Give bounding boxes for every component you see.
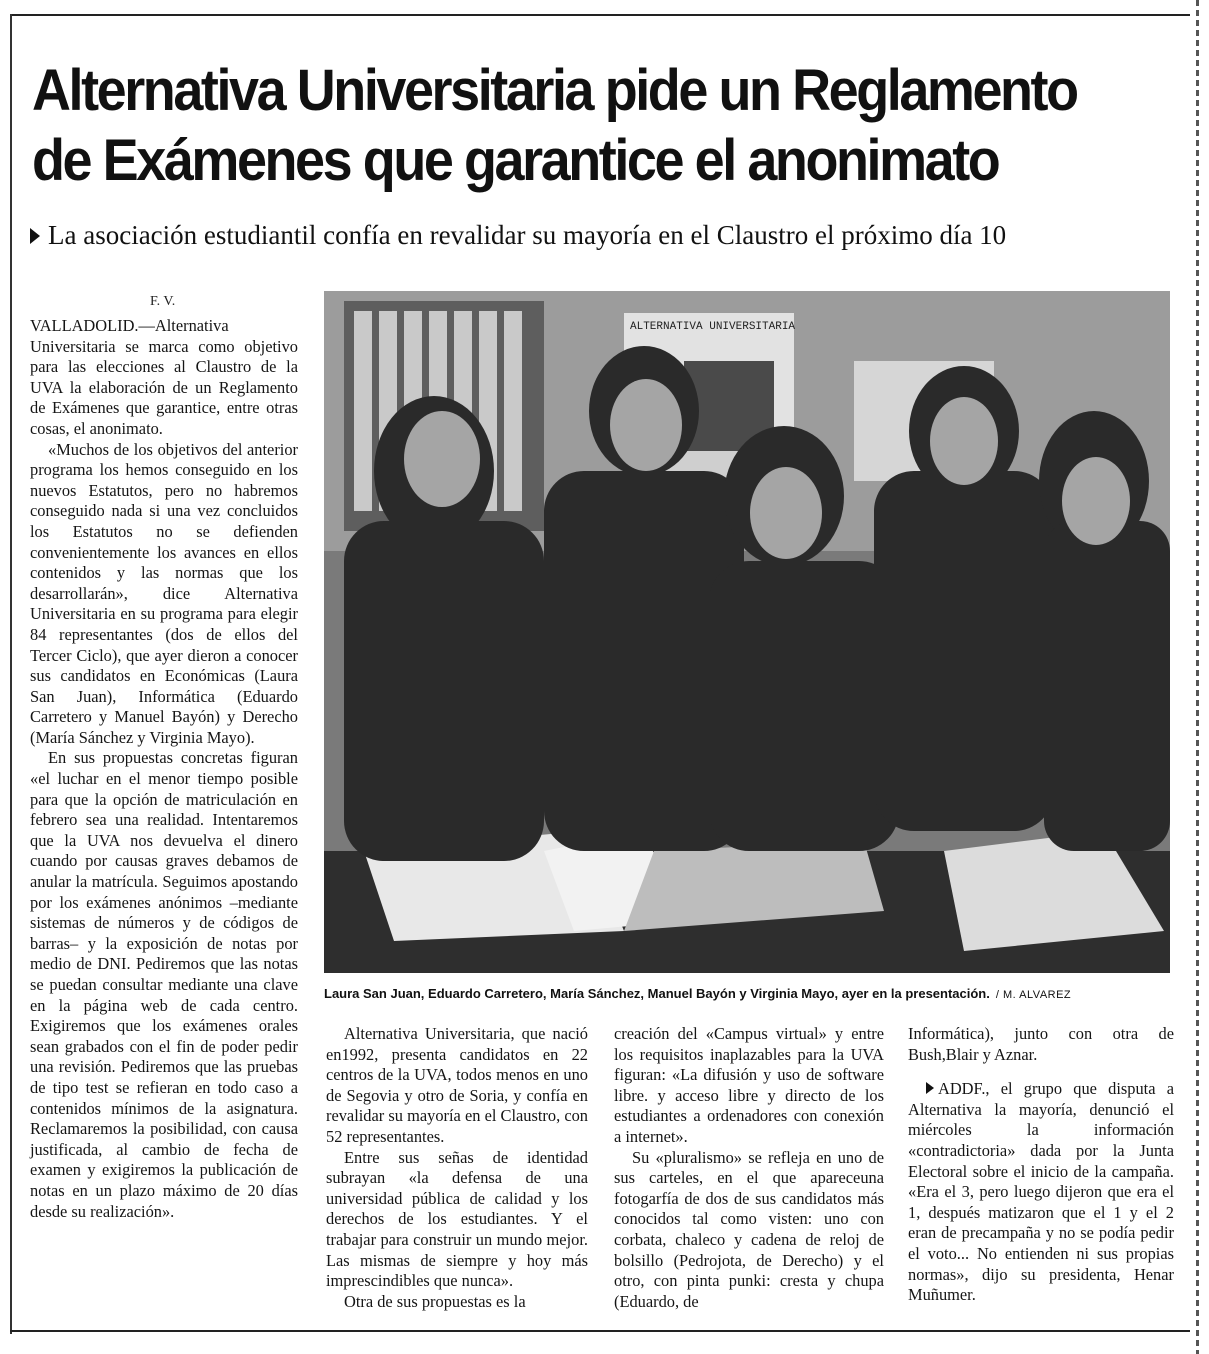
headline-line-2: de Exámenes que garantice el anonimato — [32, 128, 999, 193]
headline-line-1: Alternativa Universitaria pide un Reglamento — [32, 58, 1077, 123]
headline — [32, 56, 1102, 196]
paragraph — [908, 1079, 1174, 1306]
page-border-bottom — [10, 1330, 1190, 1332]
page-border-top — [10, 14, 1190, 16]
page-border-left — [10, 14, 12, 1334]
byline: F. V. — [150, 294, 176, 309]
group-photo — [324, 291, 1170, 973]
paragraph: «Muchos de los objetivos del anterior programa los hemos conseguido en los nuevos Estatutos, pero no habremos conseguido nada si una vez concluidos los Estatutos no se defienden convenientemente los avances en ellos contenidos y las normas que los desarrollarán», dice Alternativa Universitaria en su programa para elegir 84 representantes (dos de ellos del Tercer Ciclo), que ayer dieron a conocer sus candidatos en Económicas (Laura San Juan), Informática (Eduardo Carretero y Manuel Bayón) y Derecho (María Sánchez y Virginia Mayo). — [30, 439, 298, 747]
paragraph: Alternativa Universitaria, que nació en1992, presenta candidatos en 22 centros de la UVA, todos menos en uno de Segovia y otro de Soria, y confía en revalidar su mayoría en el Claustro, con 52 representantes. — [326, 1024, 588, 1146]
poster-text: ALTERNATIVA UNIVERSITARIA — [630, 321, 796, 333]
paragraph-text: ADDF., el grupo que disputa a Alternativa la mayoría, denunció el miércoles la información «contradictoria» dada por la Junta Electoral sobre el inicio de la campaña. «Era el 3, pero luego dijeron que era el 1, después matizaron que el 1 y el 2 eran de precampaña y no se podía pedir el voto... No entienden ni sus propias normas», dijo su presidenta, Henar Muñumer. — [908, 1079, 1174, 1305]
paragraph: VALLADOLID.—Alternativa Universitaria se marca como objetivo para las elecciones al Claustro de la UVA la elaboración de un Reglamento de Exámenes que garantice, entre otras cosas, el anonimato. — [30, 316, 298, 438]
triangle-bullet-icon — [30, 228, 40, 244]
subtitle — [30, 218, 1180, 252]
paragraph: Otra de sus propuestas es la — [344, 1291, 526, 1311]
photo-caption — [324, 986, 1184, 1001]
paragraph: En sus propuestas concretas figuran «el luchar en el menor tiempo posible para que la opción de matriculación en febrero sea una realidad. Intentaremos que la UVA nos devuelva el dinero cuando por causas graves debamos de anular la matrícula. Seguimos apostando por los exámenes anónimos –mediante sistemas de números y de códigos de barras– y la exposición de notas por medio de DNI. Pediremos que las notas se puedan consultar mediante una clave en la página web de cada centro. Exigiremos que los exámenes orales sean grabados con el fin de poder pedir una revisión. Pediremos que las pruebas de tipo test se refieran en todo caso a contenidos mínimos de la asignatura. Reclamaremos la posibilidad, con causa justificada, al cambio de fecha de examen y exigiremos la publicación de notas en un plazo máximo de 20 días desde su realización». — [30, 748, 298, 1221]
caption-text: Laura San Juan, Eduardo Carretero, María Sánchez, Manuel Bayón y Virginia Mayo, ayer en la presentación. — [324, 986, 990, 1001]
photo-credit: / M. ALVAREZ — [995, 989, 1072, 1001]
photo-illustration — [324, 291, 1170, 973]
scan-edge-right — [1196, 0, 1199, 1354]
column-2 — [326, 1024, 588, 1312]
paragraph: Informática), junto con otra de Bush,Blair y Aznar. — [908, 1024, 1174, 1064]
paragraph: Entre sus señas de identidad subrayan «la defensa de una universidad pública de calidad y los derechos de los estudiantes. Y el trabajar para construir un mundo mejor. Las mismas de siempre y hoy más imprescindibles que nunca». — [326, 1147, 588, 1291]
triangle-bullet-icon — [926, 1082, 934, 1094]
column-4 — [908, 1024, 1174, 1306]
paragraph: creación del «Campus virtual» y entre los requisitos inaplazables para la UVA figuran: «La difusión y uso de software libre. y acceso libre y directo de los estudiantes a ordenadores con conexión a internet». — [614, 1024, 884, 1146]
column-3 — [614, 1024, 884, 1312]
column-1 — [30, 316, 298, 1222]
paragraph: Su «pluralismo» se refleja en uno de sus carteles, en el que apareceuna fotogarfía de dos de sus candidatos más conocidos tal como visten: uno con corbata, chaleco y cadena de reloj de bolsillo (Pedrojota, de Derecho) y el otro, con pinta punki: cresta y chupa (Eduardo, de — [614, 1147, 884, 1311]
subtitle-text: La asociación estudiantil confía en revalidar su mayoría en el Claustro el próximo día 10 — [48, 220, 1007, 250]
